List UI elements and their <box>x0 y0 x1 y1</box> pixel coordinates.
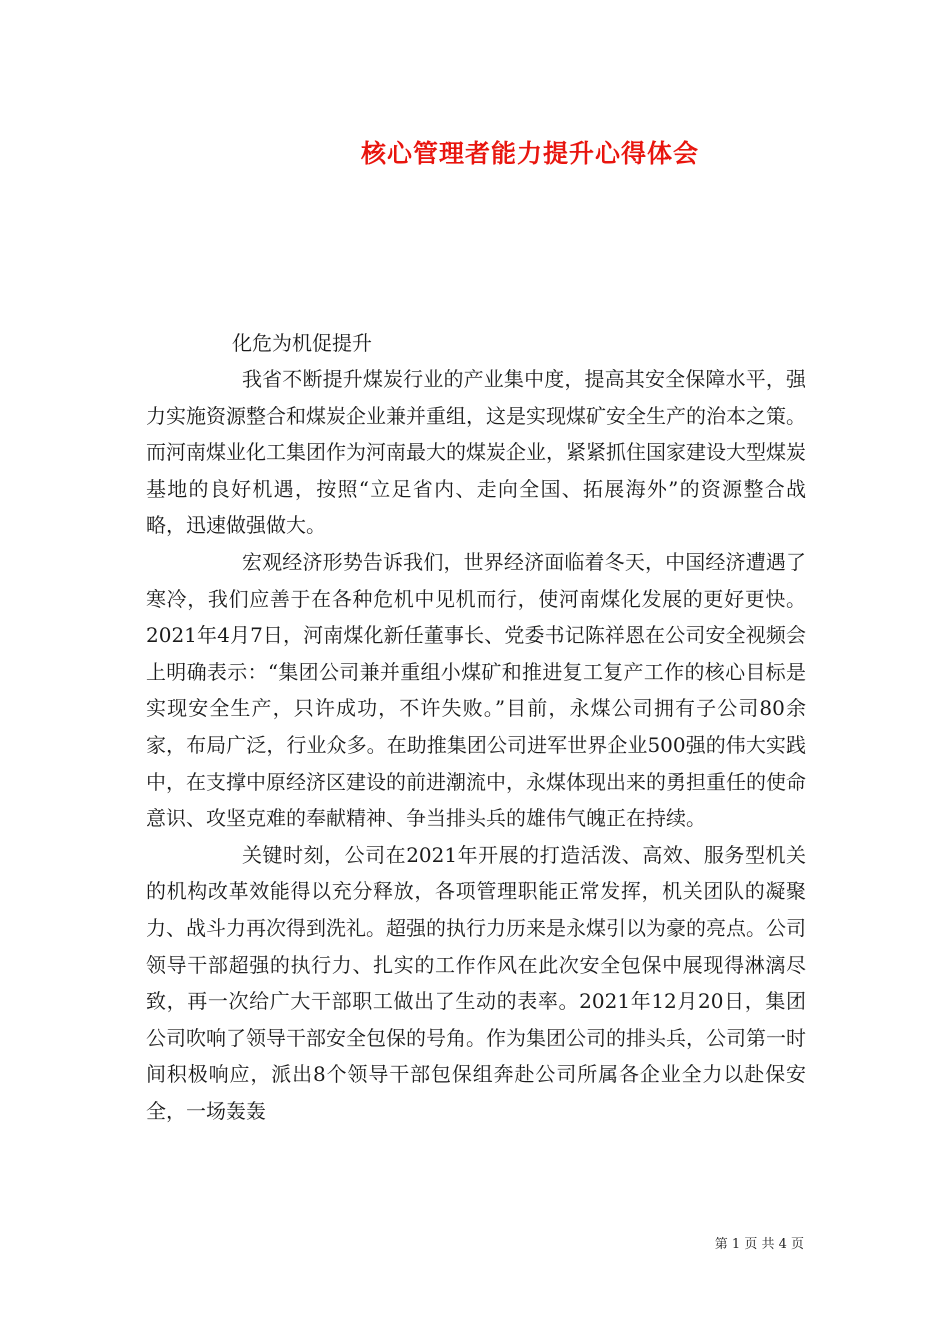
document-body <box>146 361 806 1129</box>
document-title: 核心管理者能力提升心得体会 <box>360 139 699 168</box>
section-subtitle: 化危为机促提升 <box>232 331 372 355</box>
paragraph: 宏观经济形势告诉我们，世界经济面临着冬天，中国经济遭遇了寒冷，我们应善于在各种危机中见机而行，使河南煤化发展的更好更快。2021年4月7日，河南煤化新任董事长、党委书记陈祥恩在公司安全视频会上明确表示：“集团公司兼并重组小煤矿和推进复工复产工作的核心目标是实现安全生产，只许成功，不许失败。”目前，永煤公司拥有子公司80余家，布局广泛，行业众多。在助推集团公司进军世界企业500强的伟大实践中，在支撑中原经济区建设的前进潮流中，永煤体现出来的勇担重任的使命意识、攻坚克难的奉献精神、争当排头兵的雄伟气魄正在持续。 <box>146 549 806 831</box>
paragraph: 我省不断提升煤炭行业的产业集中度，提高其安全保障水平，强力实施资源整合和煤炭企业兼并重组，这是实现煤矿安全生产的治本之策。而河南煤业化工集团作为河南最大的煤炭企业，紧紧抓住国家建设大型煤炭基地的良好机遇，按照“立足省内、走向全国、拓展海外”的资源整合战略，迅速做强做大。 <box>146 367 806 538</box>
paragraph: 关键时刻，公司在2021年开展的打造活泼、高效、服务型机关的机构改革效能得以充分释放，各项管理职能正常发挥，机关团队的凝聚力、战斗力再次得到洗礼。超强的执行力历来是永煤引以为豪的亮点。公司领导干部超强的执行力、扎实的工作作风在此次安全包保中展现得淋漓尽致，再一次给广大干部职工做出了生动的表率。2021年12月20日，集团公司吹响了领导干部安全包保的号角。作为集团公司的排头兵，公司第一时间积极响应，派出8个领导干部包保组奔赴公司所属各企业全力以赴保安全，一场轰轰 <box>146 842 806 1123</box>
page-number-footer: 第 1 页 共 4 页 <box>714 1237 804 1252</box>
